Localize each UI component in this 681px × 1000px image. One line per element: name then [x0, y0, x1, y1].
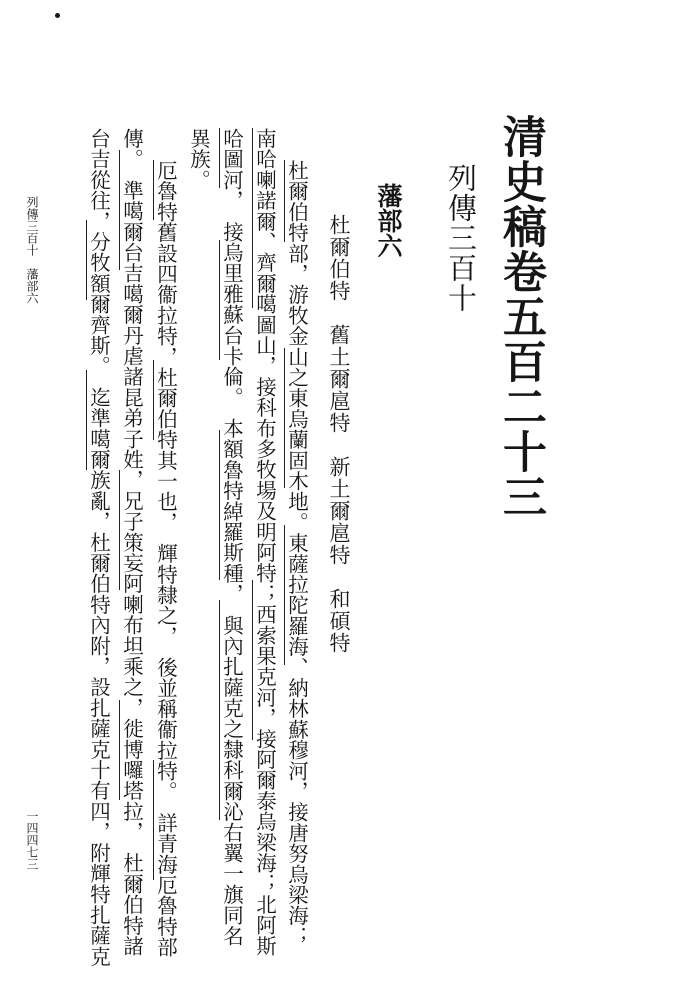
name-mark: [284, 160, 285, 242]
text-line-4: 異族。: [186, 128, 211, 191]
name-mark: [119, 150, 120, 270]
name-mark: [219, 600, 220, 820]
name-mark: [252, 128, 253, 308]
name-mark: [153, 160, 154, 220]
text-line-7: 台吉從往，分牧額爾齊斯。 迄準噶爾族亂，杜爾伯特內附，設扎薩克十有四，附輝特扎薩克: [86, 128, 111, 967]
name-mark: [219, 240, 220, 360]
name-mark: [219, 430, 220, 580]
section-heading: 列傳三百十: [444, 163, 478, 313]
ink-dot: [55, 13, 60, 18]
category-heading: 藩部六: [374, 183, 403, 258]
name-mark: [252, 580, 253, 740]
text-line-1: 杜爾伯特部，游牧金山之東烏蘭固木地。東薩拉陀羅海、納林蘇穆河，接唐努烏梁海；: [284, 160, 309, 947]
name-mark: [219, 128, 220, 188]
name-mark: [284, 525, 285, 665]
name-mark: [153, 760, 154, 880]
name-mark: [153, 360, 154, 440]
name-mark: [119, 700, 120, 800]
page-number: 一四四七三: [25, 810, 39, 870]
name-mark: [86, 370, 87, 470]
name-mark: [284, 348, 285, 488]
text-line-2: 南哈喇諾爾、齊爾噶圖山，接科布多牧場及明阿特；西索果克河，接阿爾泰烏梁海；北阿斯: [252, 128, 277, 956]
text-line-6: 傳。 準噶爾台吉噶爾丹虐諸昆弟子姓，兄子策妄阿喇布坦乘之，徙博囉塔拉， 杜爾伯特諸: [119, 128, 144, 957]
text-line-5: 厄魯特舊設四衞拉特，杜爾伯特其一也， 輝特隸之， 後並稱衞拉特。 詳青海厄魯特部: [153, 160, 178, 958]
name-mark: [86, 220, 87, 300]
volume-title: 清史稿卷五百二十三: [495, 114, 546, 519]
name-mark: [119, 470, 120, 590]
text-line-3: 哈圖河， 接烏里雅蘇台卡倫。 本額魯特綽羅斯種， 與內扎薩克之隸科爾沁右翼一旗同名: [219, 128, 244, 946]
margin-running-title: 列傳三百十 藩部六: [25, 196, 39, 304]
subsection-list: 杜爾伯特 舊土爾扈特 新土爾扈特 和碩特: [327, 214, 351, 654]
